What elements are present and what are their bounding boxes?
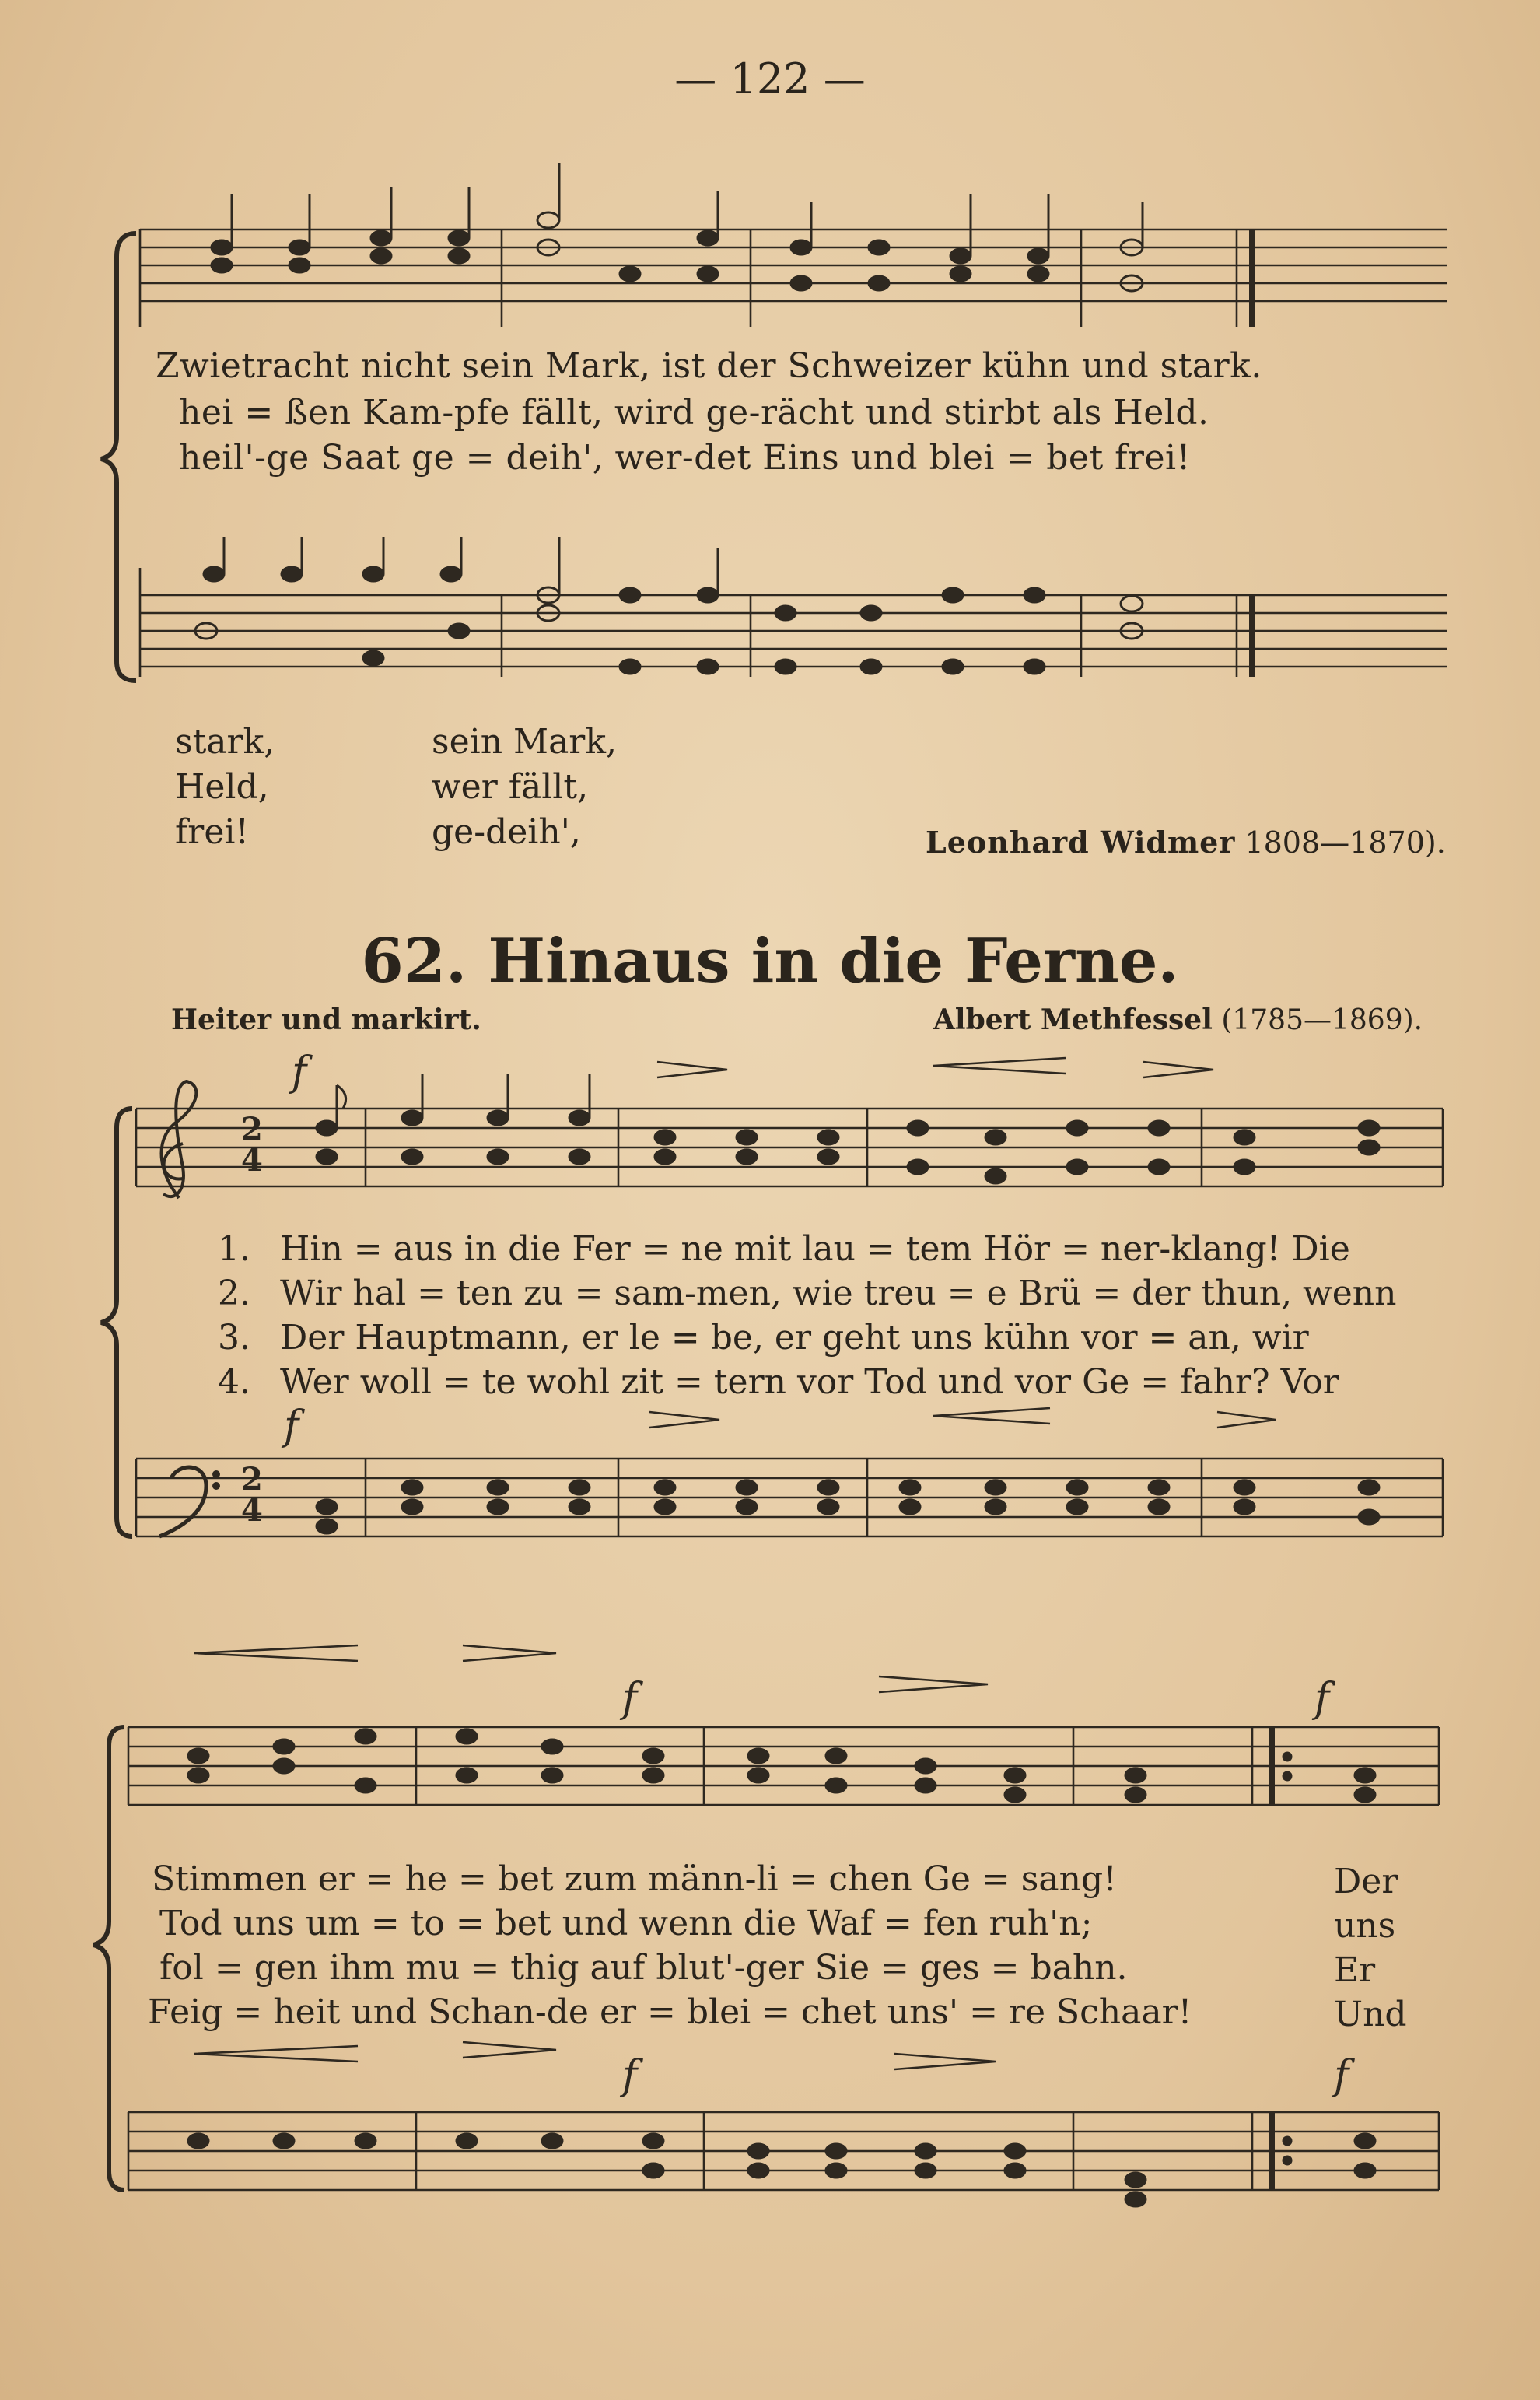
verse-4: 4. Wer woll = te wohl zit = tern vor Tod und vor Ge = fahr? Vor: [218, 1362, 1339, 1402]
verse-3: 3. Der Hauptmann, er le = be, er geht uns kühn vor = an, wir: [218, 1318, 1309, 1358]
verse-2: 2. Wir hal = ten zu = sam-men, wie treu = e Brü = der thun, wenn: [218, 1274, 1397, 1313]
lyric-line-2: hei = ßen Kam-pfe fällt, wird ge-rächt und stirbt als Held.: [179, 393, 1209, 433]
tail-words-col-2: sein Mark, wer fällt, ge-deih',: [432, 722, 617, 852]
verse-pickup-words: Der uns Er Und: [1334, 1862, 1407, 2034]
page-number: — 122 —: [674, 54, 866, 103]
svg-text:f: f: [1314, 1675, 1330, 1722]
svg-text:f: f: [292, 1049, 307, 1095]
verse-2-cont: Tod uns um = to = bet und wenn die Waf = fen ruh'n;: [159, 1904, 1093, 1943]
tail-words-col-1: stark, Held, frei!: [175, 722, 275, 852]
svg-text:4: 4: [241, 1492, 263, 1529]
svg-text:f: f: [284, 1403, 299, 1449]
composer: Albert Methfessel (1785—1869).: [933, 1004, 1423, 1036]
svg-text:2: 2: [241, 1111, 263, 1147]
verse-1-cont: Stimmen er = he = bet zum männ-li = chen Ge = sang!: [152, 1859, 1117, 1899]
svg-text:f: f: [622, 2052, 638, 2099]
lyric-line-1: Zwietracht nicht sein Mark, ist der Schweizer kühn und stark.: [156, 346, 1262, 386]
previous-song-attribution: Leonhard Widmer 1808—1870).: [926, 825, 1446, 860]
svg-text:4: 4: [241, 1142, 263, 1179]
svg-text:f: f: [622, 1675, 638, 1722]
song-title: 62. Hinaus in die Ferne.: [361, 926, 1179, 997]
verse-4-cont: Feig = heit und Schan-de er = blei = chet uns' = re Schaar!: [148, 1992, 1192, 2032]
svg-text:f: f: [1334, 2052, 1349, 2099]
staff-system-1: [0, 0, 1540, 778]
verse-3-cont: fol = gen ihm mu = thig auf blut'-ger Sie = ges = bahn.: [159, 1948, 1128, 1988]
svg-text:2: 2: [241, 1461, 263, 1498]
lyric-line-3: heil'-ge Saat ge = deih', wer-det Eins und blei = bet frei!: [179, 438, 1191, 478]
verse-1: 1. Hin = aus in die Fer = ne mit lau = tem Hör = ner-klang! Die: [218, 1229, 1350, 1269]
tempo-marking: Heiter und markirt.: [171, 1004, 481, 1036]
